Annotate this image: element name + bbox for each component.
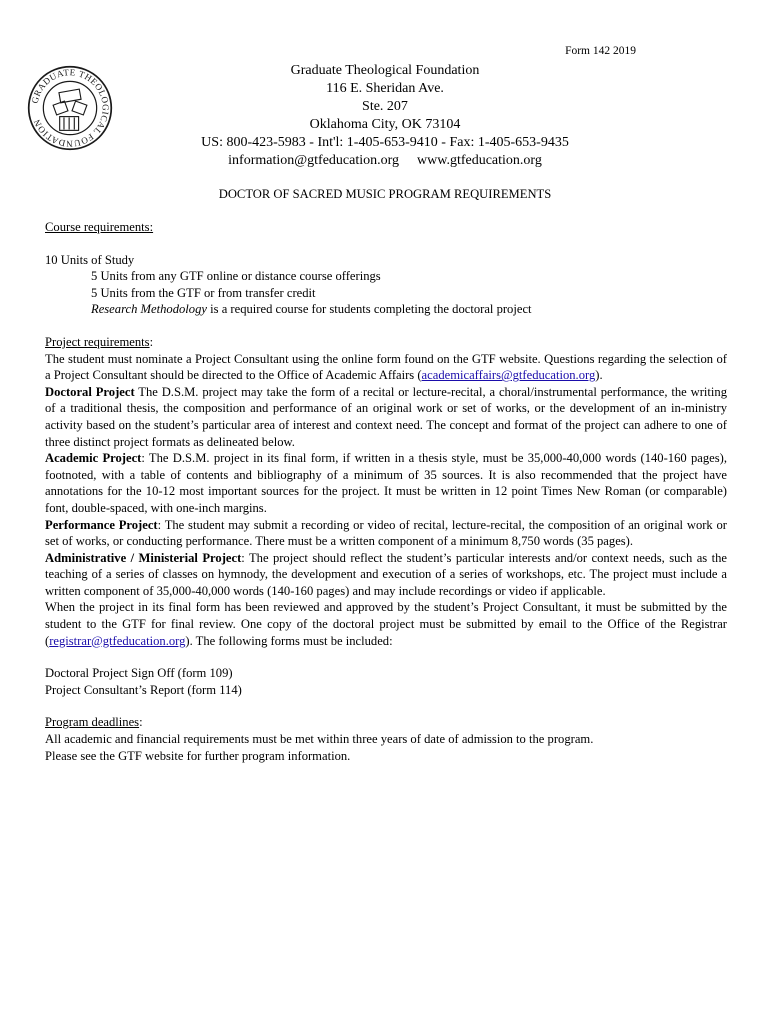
deadlines-heading-colon: : [139,715,143,730]
academic-affairs-email-link[interactable]: academicaffairs@gtfeducation.org [421,368,596,383]
submission-paragraph [45,599,727,649]
required-form-109: Doctoral Project Sign Off (form 109) [45,666,233,681]
program-title: DOCTOR OF SACRED MUSIC PROGRAM REQUIREMENTS [218,187,552,201]
deadlines-line-1: All academic and financial requirements must be met within three years of date of admission to the program. [45,732,594,747]
doctoral-project-text: The D.S.M. project may take the form of a recital or lecture-recital, a choral/instrumental performance, the writing of a traditional thesis, the composition and performance of an original work or set of works, or the development of an in-ministry activity based on the student’s particular area of interest and context need. The concept and format of the project can adhere to one of three distinct project formats as delineated below. [45,384,727,449]
course-heading: Course requirements: [45,220,154,234]
registrar-email-link[interactable]: registrar@gtfeducation.org [49,633,186,648]
required-form-114: Project Consultant’s Report (form 114) [45,682,242,697]
academic-project-label: Academic Project [45,451,142,466]
foundation-seal-icon [27,65,113,151]
course-item-2: 5 Units from the GTF or from transfer credit [91,285,316,300]
course-item-1: 5 Units from any GTF online or distance course offerings [91,269,381,284]
contact-website[interactable]: www.gtfeducation.org [417,153,542,168]
performance-project-label: Performance Project [45,517,158,532]
deadlines-line-2: Please see the GTF website for further program information. [45,748,351,763]
contact-line [150,152,620,170]
course-list [45,252,727,318]
administrative-project-text: : The project should reflect the student’s particular interests and/or context needs, such as the teaching of a series of classes on hymnody, the development and execution of a series of workshops, etc. The project must include a written component of 35,000-40,000 words (140-160 pages) and may include recordings or video if applicable. [45,550,727,598]
address-line-1: 116 E. Sheridan Ave. [326,81,444,96]
project-text-end: ). [595,368,603,383]
doctoral-project-paragraph [45,384,727,450]
project-requirements-section [45,334,727,384]
project-text [45,351,727,384]
course-item-3 [45,301,727,318]
academic-project-paragraph [45,450,727,516]
administrative-project-paragraph [45,550,727,600]
document-body [45,219,727,764]
performance-project-paragraph [45,517,727,550]
city-line: Oklahoma City, OK 73104 [309,117,461,132]
administrative-project-label: Administrative / Ministerial Project [45,550,242,565]
academic-project-text: : The D.S.M. project in its final form, if written in a thesis style, must be 35,000-40,000 words (140-160 pages), footnoted, with a table of contents and bibliography of a minimum of 35 sources. It is also recommended that the project have annotations for the 10-12 most important sources for the project. It must be written in 12 point Times New Roman (or comparable) font, double-spaced, with one-inch margins. [45,451,727,515]
project-heading: Project requirements [45,334,150,349]
project-heading-colon: : [149,334,154,349]
research-methodology-label: Research Methodology [91,302,207,317]
submission-text: When the project in its final form has been reviewed and approved by the student’s Project Consultant, it must be submitted by the student to the GTF for final review. One copy of the doctoral project must be submitted by email to the Office of the Registrar ( [45,600,727,648]
submission-text-end: ). The following forms must be included: [185,633,393,648]
units-total: 10 Units of Study [45,252,135,267]
deadlines-heading: Program deadlines [45,715,140,730]
seal-text: GRADUATE THEOLOGICAL FOUNDATION [29,67,111,149]
program-deadlines-section [45,714,727,764]
course-item-3-text: is a required course for students completing the doctoral project [207,302,532,317]
project-heading-line [45,334,727,351]
svg-text:GRADUATE THEOLOGICAL FOUNDATIO [30,67,111,149]
doctoral-project-label: Doctoral Project [45,384,135,399]
required-forms-list [45,665,727,698]
letterhead [150,62,620,170]
phone-line: US: 800-423-5983 - Int'l: 1-405-653-9410 - Fax: 1-405-653-9435 [201,135,569,150]
deadlines-heading-line [45,714,727,731]
form-number: Form 142 2019 [565,45,636,57]
performance-project-text: : The student may submit a recording or video of recital, lecture-recital, the composition of an original work or set of works, or conducting performance. There must be a written component of a minimum 8,750 words (35 pages). [45,517,728,549]
address-line-2: Ste. 207 [362,99,408,114]
org-name: Graduate Theological Foundation [290,63,480,78]
project-text-body: The student must nominate a Project Consultant using the online form found on the GTF website. Questions regarding the selection of a Project Consultant should be directed to the Office of Academic Affairs ( [45,351,727,383]
contact-email[interactable]: information@gtfeducation.org [228,153,400,168]
